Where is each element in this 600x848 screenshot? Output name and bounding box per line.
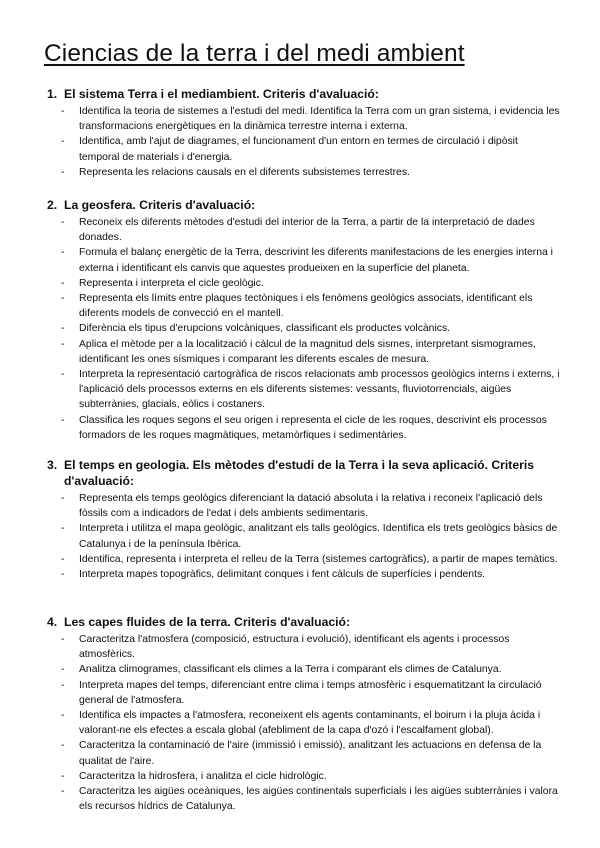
- list-item: - Reconeix els diferents mètodes d'estudi del interior de la Terra, a partir de la interpretació de dades donades.: [61, 217, 535, 244]
- list-item: - Interpreta la representació cartogràfica de riscos relacionats amb processos geològics interns i externs, i l'aplicació dels processos externs en els diferents sistemes: vessants, fluviotorrencials, aigües subterrànies, glacials, eòlics i costaners.: [61, 369, 560, 411]
- list-item: - Caracteritza la hidrosfera, i analitza el cicle hidrològic.: [61, 770, 327, 782]
- list-item: - Identifica els impactes a l'atmosfera, reconeixent els agents contaminants, el boirum i la pluja àcida i valorant-ne els efectes a escala global (afebliment de la capa d'ozó i l'escalfament global).: [61, 710, 541, 737]
- list-item: - Representa els límits entre plaques tectòniques i els fenòmens geològics associats, identificant els diferents models de convecció en el mantell.: [61, 293, 533, 320]
- list-item: - Aplica el mètode per a la localització i càlcul de la magnitud dels sismes, interpretant sismogrames, identificant les ones sísmiques i comparant les diferents escales de mesura.: [61, 338, 536, 365]
- list-item: - Caracteritza les aigües oceàniques, les aigües continentals superficials i les aigües subterrànies i valora els recursos hídrics de Catalunya.: [61, 786, 558, 813]
- list-item: - Representa les relacions causals en el diferents subsistemes terrestres.: [61, 166, 410, 178]
- list-item: - Interpreta mapes del temps, diferenciant entre clima i temps atmosfèric i esquematitzant la circulació general de l'atmosfera.: [61, 679, 542, 706]
- criteria-list: [0, 491, 600, 582]
- list-item: - Interpreta i utilitza el mapa geològic, analitzant els talls geològics. Identifica els trets geològics bàsics de Catalunya i de la península Ibèrica.: [61, 523, 558, 550]
- section-heading-text: El sistema Terra i el mediambient. Criteris d'avaluació:: [64, 87, 379, 101]
- list-item: - Representa els temps geològics diferenciant la datació absoluta i la relativa i reconeix l'aplicació dels fòssils com a indicadors de l'edat i dels ambients sedimentaris.: [61, 493, 543, 520]
- list-item: - Identifica la teoria de sistemes a l'estudi del medi. Identifica la Terra com un gran sistema, i evidencia les transformacions energètiques en la dinàmica terrestre interna i externa.: [61, 106, 560, 133]
- section-1: [0, 86, 600, 180]
- section-3: [0, 457, 600, 582]
- list-item: - Analitza climogrames, classificant els climes a la Terra i comparant els climes de Catalunya.: [61, 664, 502, 676]
- section-heading: [0, 197, 600, 213]
- page-title: Ciencias de la terra i del medi ambient: [44, 40, 465, 67]
- section-number: 1.: [47, 87, 58, 101]
- list-item: - Formula el balanç energètic de la Terra, descrivint les diferents manifestacions de les energies interna i externa i identificant els canvis que aquestes produeixen en la superfície del planeta.: [61, 247, 553, 274]
- list-item: - Representa i interpreta el cicle geològic.: [61, 277, 264, 289]
- list-item: - Classifica les roques segons el seu origen i representa el cicle de les roques, descrivint els processos formadors de les roques magmàtiques, metamòrfiques i sedimentàries.: [61, 414, 547, 441]
- list-item: - Interpreta mapes topogràfics, delimitant conques i fent càlculs de superfícies i pendents.: [61, 569, 486, 581]
- criteria-list: [0, 632, 600, 814]
- section-heading-text: Les capes fluides de la terra. Criteris d'avaluació:: [64, 615, 351, 629]
- section-heading-text: El temps en geologia. Els mètodes d'estudi de la Terra i la seva aplicació. Criteris d'avaluació:: [64, 458, 535, 488]
- list-item: - Identifica, amb l'ajut de diagrames, el funcionament d'un entorn en termes de circulació i dipòsit temporal de materials i d'energia.: [61, 136, 518, 163]
- list-item: - Caracteritza la contaminació de l'aire (immissió i emissió), analitzant les actuacions en defensa de la qualitat de l'aire.: [61, 740, 542, 767]
- section-heading: [0, 457, 600, 489]
- section-4: [0, 614, 600, 814]
- section-heading: [0, 614, 600, 630]
- section-2: [0, 197, 600, 443]
- criteria-list: [0, 215, 600, 443]
- section-heading-text: La geosfera. Criteris d'avaluació:: [64, 198, 256, 212]
- section-number: 3.: [47, 458, 58, 472]
- list-item: - Diferència els tipus d'erupcions volcàniques, classificant els productes volcànics.: [61, 323, 451, 335]
- section-heading: [0, 86, 600, 102]
- criteria-list: [0, 104, 600, 180]
- section-number: 4.: [47, 615, 58, 629]
- list-item: - Identifica, representa i interpreta el relleu de la Terra (sistemes cartogràfics), a partir de mapes temàtics.: [61, 553, 558, 565]
- section-number: 2.: [47, 198, 58, 212]
- list-item: - Caracteritza l'atmosfera (composició, estructura i evolució), identificant els agents i processos atmosfèrics.: [61, 634, 510, 661]
